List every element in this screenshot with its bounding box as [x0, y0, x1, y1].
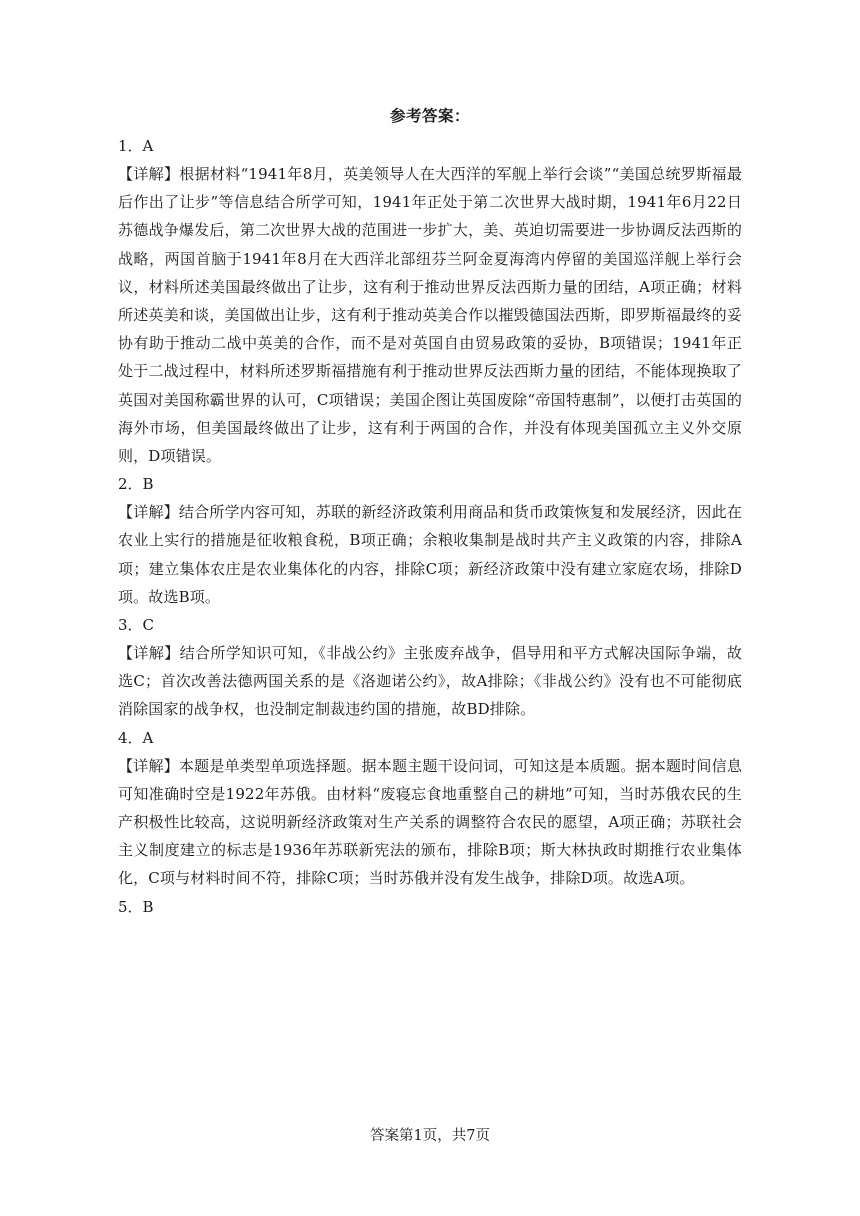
- answer-explanation: 【详解】结合所学内容可知，苏联的新经济政策利用商品和货币政策恢复和发展经济，因此在农业上实行的措施是征收粮食税，B项正确；余粮收集制是战时共产主义政策的内容，排除A项；建立集体农庄是农业集体化的内容，排除C项；新经济政策中没有建立家庭农场，排除D项。故选B项。: [118, 503, 742, 606]
- answer-number: 2．B: [118, 475, 154, 494]
- answer-item-4: [118, 724, 742, 893]
- answer-item-5: [118, 893, 742, 921]
- answer-explanation: 【详解】结合所学知识可知，《非战公约》主张废弃战争，倡导用和平方式解决国际争端，故选C；首次改善法德两国关系的是《洛迦诺公约》，故A排除；《非战公约》没有也不可能彻底消除国家的战争权，也没制定制裁违约国的措施，故BD排除。: [118, 644, 742, 719]
- answer-item-3: [118, 611, 742, 724]
- answer-number: 4．A: [118, 728, 154, 747]
- answer-number: 3．C: [118, 616, 155, 635]
- answer-list: [118, 132, 742, 921]
- page-footer: 答案第1页，共7页: [370, 1128, 490, 1144]
- answer-number: 1．A: [118, 137, 154, 155]
- answer-explanation: 【详解】本题是单类型单项选择题。据本题主题干设问词，可知这是本质题。据本题时间信息可知准确时空是1922年苏俄。由材料“废寝忘食地重整自己的耕地”可知，当时苏俄农民的生产积极性比较高，这说明新经济政策对生产关系的调整符合农民的愿望，A项正确；苏联社会主义制度建立的标志是1936年苏联新宪法的颁布，排除B项；斯大林执政时期推行农业集体化，C项与材料时间不符，排除C项；当时苏俄并没有发生战争，排除D项。故选A项。: [118, 756, 742, 888]
- answer-number: 5．B: [118, 897, 154, 916]
- answer-explanation: 【详解】根据材料“1941年8月，英美领导人在大西洋的军舰上举行会谈”“美国总统罗斯福最后作出了让步”等信息结合所学可知，1941年正处于第二次世界大战时期，1941年6月22日苏德战争爆发后，第二次世界大战的范围进一步扩大，美、英迫切需要进一步协调反法西斯的战略，两国首脑于1941年8月在大西洋北部纽芬兰阿金夏海湾内停留的美国巡洋舰上举行会议，材料所述美国最终做出了让步，这有利于推动世界反法西斯力量的团结，A项正确；材料所述英美和谈，美国做出让步，这有利于推动英美合作以摧毁德国法西斯，即罗斯福最终的妥协有助于推动二战中英美的合作，而不是对英国自由贸易政策的妥协，B项错误；1941年正处于二战过程中，材料所述罗斯福措施有利于推动世界反法西斯力量的团结，不能体现换取了英国对美国称霸世界的认可，C项错误；美国企图让英国废除“帝国特惠制”，以便打击英国的海外市场，但美国最终做出了让步，这有利于两国的合作，并没有体现美国孤立主义外交原则，D项错误。: [118, 165, 742, 466]
- page-title: 参考答案：: [389, 106, 470, 125]
- answer-item-1: [118, 132, 742, 470]
- answer-item-2: [118, 470, 742, 611]
